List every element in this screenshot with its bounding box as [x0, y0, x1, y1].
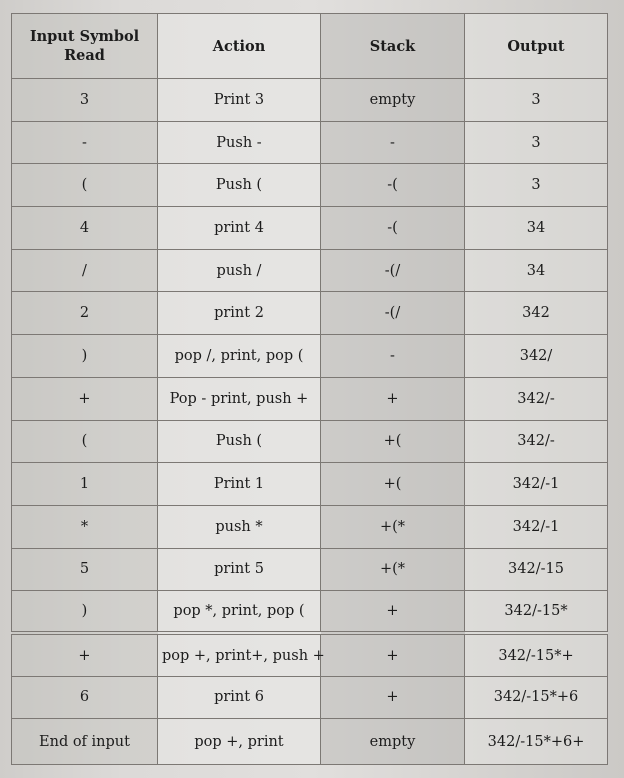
cell-stack: +(	[321, 463, 465, 506]
table-row	[12, 719, 608, 765]
table-row	[12, 79, 608, 122]
cell-output: 3	[465, 164, 608, 207]
cell-input: +	[12, 377, 158, 420]
cell-input: /	[12, 249, 158, 292]
cell-stack: empty	[321, 719, 465, 765]
cell-stack: +(	[321, 420, 465, 463]
cell-input: 4	[12, 207, 158, 250]
cell-input: +	[12, 633, 158, 676]
table-row	[12, 591, 608, 634]
cell-output: 342/-1	[465, 505, 608, 548]
table-header-row	[12, 14, 608, 79]
cell-input: 3	[12, 79, 158, 122]
cell-action: Pop - print, push +	[158, 377, 321, 420]
infix-to-postfix-table	[11, 13, 608, 765]
table-row	[12, 121, 608, 164]
table-row	[12, 335, 608, 378]
cell-action: pop +, print	[158, 719, 321, 765]
table-row	[12, 377, 608, 420]
cell-stack: -(	[321, 207, 465, 250]
cell-action: Print 3	[158, 79, 321, 122]
cell-input: 1	[12, 463, 158, 506]
cell-input: *	[12, 505, 158, 548]
cell-output: 3	[465, 121, 608, 164]
cell-input: -	[12, 121, 158, 164]
cell-stack: +(*	[321, 505, 465, 548]
cell-action: print 6	[158, 676, 321, 719]
cell-action: Push -	[158, 121, 321, 164]
cell-input: (	[12, 420, 158, 463]
cell-stack: +	[321, 633, 465, 676]
header-output: Output	[465, 14, 608, 79]
cell-input: )	[12, 335, 158, 378]
cell-output: 342/-15*+6+	[465, 719, 608, 765]
cell-output: 342	[465, 292, 608, 335]
cell-output: 342/-15	[465, 548, 608, 591]
table-row	[12, 207, 608, 250]
cell-action: push *	[158, 505, 321, 548]
header-input-symbol: Input Symbol Read	[12, 14, 158, 79]
cell-input: End of input	[12, 719, 158, 765]
table-row	[12, 633, 608, 676]
cell-stack: -	[321, 335, 465, 378]
cell-stack: -(/	[321, 292, 465, 335]
cell-action: pop /, print, pop (	[158, 335, 321, 378]
table-row	[12, 420, 608, 463]
table-row	[12, 292, 608, 335]
cell-stack: +	[321, 377, 465, 420]
cell-output: 342/-15*+	[465, 633, 608, 676]
cell-output: 342/-15*	[465, 591, 608, 634]
cell-input: 6	[12, 676, 158, 719]
cell-output: 342/-	[465, 420, 608, 463]
cell-output: 342/-15*+6	[465, 676, 608, 719]
cell-stack: -(/	[321, 249, 465, 292]
cell-input: 2	[12, 292, 158, 335]
cell-input: (	[12, 164, 158, 207]
cell-output: 342/-	[465, 377, 608, 420]
table-row	[12, 548, 608, 591]
cell-stack: +	[321, 591, 465, 634]
cell-stack: +(*	[321, 548, 465, 591]
cell-action: print 4	[158, 207, 321, 250]
cell-action: pop +, print+, push +	[158, 633, 321, 676]
cell-output: 34	[465, 207, 608, 250]
cell-stack: -(	[321, 164, 465, 207]
cell-input: 5	[12, 548, 158, 591]
cell-action: Push (	[158, 164, 321, 207]
cell-stack: -	[321, 121, 465, 164]
cell-action: Push (	[158, 420, 321, 463]
cell-action: print 5	[158, 548, 321, 591]
cell-output: 342/-1	[465, 463, 608, 506]
cell-stack: empty	[321, 79, 465, 122]
cell-output: 3	[465, 79, 608, 122]
table-row	[12, 164, 608, 207]
header-action: Action	[158, 14, 321, 79]
table-row	[12, 505, 608, 548]
cell-action: Print 1	[158, 463, 321, 506]
cell-output: 34	[465, 249, 608, 292]
header-stack: Stack	[321, 14, 465, 79]
cell-action: push /	[158, 249, 321, 292]
table-row	[12, 249, 608, 292]
cell-stack: +	[321, 676, 465, 719]
cell-action: print 2	[158, 292, 321, 335]
cell-input: )	[12, 591, 158, 634]
cell-action: pop *, print, pop (	[158, 591, 321, 634]
cell-output: 342/	[465, 335, 608, 378]
table-row	[12, 463, 608, 506]
table-row	[12, 676, 608, 719]
